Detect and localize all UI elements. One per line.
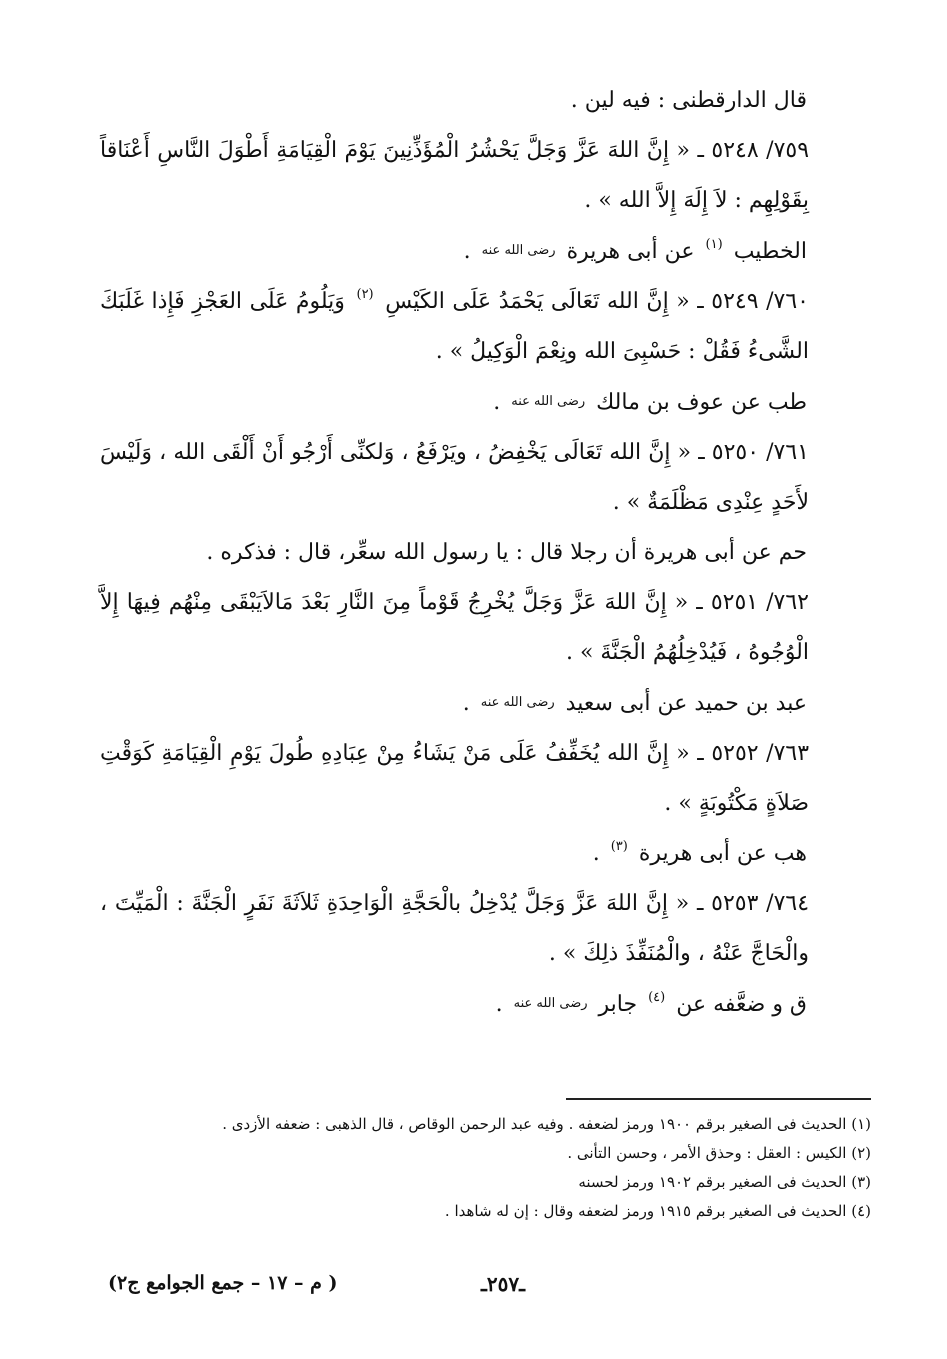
hadith-762 (100, 578, 809, 678)
hadith-text: ٧٦١/ ٥٢٥٠ ـ « إِنَّ الله تَعَالَى يَخْفِضُ ، ويَرْفَعُ ، وَلكنِّى أَرْجُو أَنْ أَلْقَى الله ، وَلَيْسَ لأَحَدٍ عِنْدِى مَظْلَمَةٌ » . (100, 440, 809, 515)
hadith-760 (100, 277, 809, 377)
source-line (100, 76, 809, 126)
blessing-glyph: رضى الله عنه (480, 695, 555, 710)
hadith-761 (100, 428, 809, 528)
hadith-text: ٧٦٤/ ٥٢٥٣ ـ « إِنَّ اللهَ عَزَّ وَجَلَّ يُدْخِلُ بالْحَجَّةِ الْوَاحِدَةِ ثَلاَثَةَ نَفَرٍ الْجَنَّةَ : الْمَيِّتَ ، والْحَاجَّ عَنْهُ ، والْمُنَفِّذَ ذلِكَ » . (100, 891, 810, 966)
source-text: حم عن أبى هريرة أن رجلا قال : يا رسول الله سعِّر، قال : فذكره . (206, 540, 807, 565)
source-text: الخطيب (733, 239, 807, 264)
source-line (100, 528, 809, 578)
end-mark: . (495, 992, 503, 1017)
page-footer (100, 1272, 871, 1306)
source-text-continued: جابر (598, 992, 638, 1017)
source-text: هب عن أبى هريرة (638, 841, 807, 866)
hadith-text: ٧٦٣/ ٥٢٥٢ ـ « إِنَّ الله يُخَفِّفُ عَلَى مَنْ يَشَاءُ مِنْ عِبَادِهِ طُولَ يَوْمِ الْقِيَامَةِ كَوَقْتِ صَلاَةٍ مَكْتُوبَةٍ » . (100, 741, 810, 816)
footnote-3: (٣) الحديث فى الصغير برقم ١٩٠٢ ورمز لحسنه (578, 1173, 871, 1191)
hadith-text-continued: وَيَلُومُ عَلَى العَجْزِ فَإِذا غَلَبَكَ الشَّىءُ فَقُلْ : حَسْبِىَ الله ونِعْمَ الْوَكِيلُ » . (100, 289, 809, 364)
page-number: ـ٢٥٧ـ (481, 1272, 525, 1296)
hadith-text: ٧٦٠/ ٥٢٤٩ ـ « إِنَّ الله تَعَالَى يَحْمَدُ عَلَى الكَيْسِ (385, 289, 809, 314)
end-mark: . (463, 239, 471, 264)
source-line (100, 979, 809, 1030)
source-text-continued: عن أبى هريرة (566, 239, 695, 264)
footnote-marker: (٢) (356, 287, 374, 302)
footnotes (100, 1110, 871, 1226)
end-mark: . (493, 390, 501, 415)
source-line (100, 226, 809, 277)
printer-signature: ( م – ١٧ – جمع الجوامع ج٢) (108, 1272, 338, 1294)
hadith-text: ٧٥٩/ ٥٢٤٨ ـ « إِنَّ اللهَ عَزَّ وَجَلَّ يَحْشُرُ الْمُؤَذِّنِينَ يَوْمَ الْقِيَامَةِ أَطْوَلَ النَّاسِ أَعْنَاقاً بِقَوْلِهِم : لاَ إِلَهَ إِلاَّ الله » . (100, 138, 810, 213)
footnote-4: (٤) الحديث فى الصغير برقم ١٩١٥ ورمز لضعفه وقال : إن له شاهدا . (444, 1202, 871, 1220)
footnote-separator (566, 1098, 871, 1100)
source-text: عبد بن حميد عن أبى سعيد (565, 691, 807, 716)
footnote-1: (١) الحديث فى الصغير برقم ١٩٠٠ ورمز لضعفه . وفيه عبد الرحمن الوقاص ، قال الذهبى : ضعفه الأزدى . (222, 1115, 871, 1133)
source-line (100, 829, 809, 879)
footnote-marker: (١) (705, 237, 723, 252)
blessing-glyph: رضى الله عنه (481, 243, 556, 258)
hadith-764 (100, 879, 809, 979)
source-line (100, 678, 809, 729)
footnote-marker: (٤) (648, 990, 666, 1005)
source-text: قال الدارقطنى : فيه لين . (570, 88, 807, 113)
end-mark: . (462, 691, 470, 716)
footnote-marker: (٣) (610, 839, 628, 854)
source-text: طب عن عوف بن مالك (596, 390, 807, 415)
blessing-glyph: رضى الله عنه (511, 394, 586, 409)
hadith-759 (100, 126, 809, 226)
end-mark: . (592, 841, 600, 866)
footnote-2: (٢) الكيس : العقل : وحذق الأمر ، وحسن التأنى . (567, 1144, 871, 1162)
hadith-text: ٧٦٢/ ٥٢٥١ ـ « إِنَّ اللهَ عَزَّ وَجَلَّ يُخْرِجُ قَوْماً مِنَ النَّارِ بَعْدَ مَالاَيَبْقَى مِنْهُم فِيهَا إِلاَّ الْوُجُوهُ ، فَيُدْخِلُهُمُ الْجَنَّةَ » . (100, 590, 809, 665)
hadith-763 (100, 729, 809, 829)
source-text: ق و ضعَّفه عن (676, 992, 807, 1017)
source-line (100, 377, 809, 428)
main-text (100, 76, 809, 1030)
blessing-glyph: رضى الله عنه (513, 996, 588, 1011)
